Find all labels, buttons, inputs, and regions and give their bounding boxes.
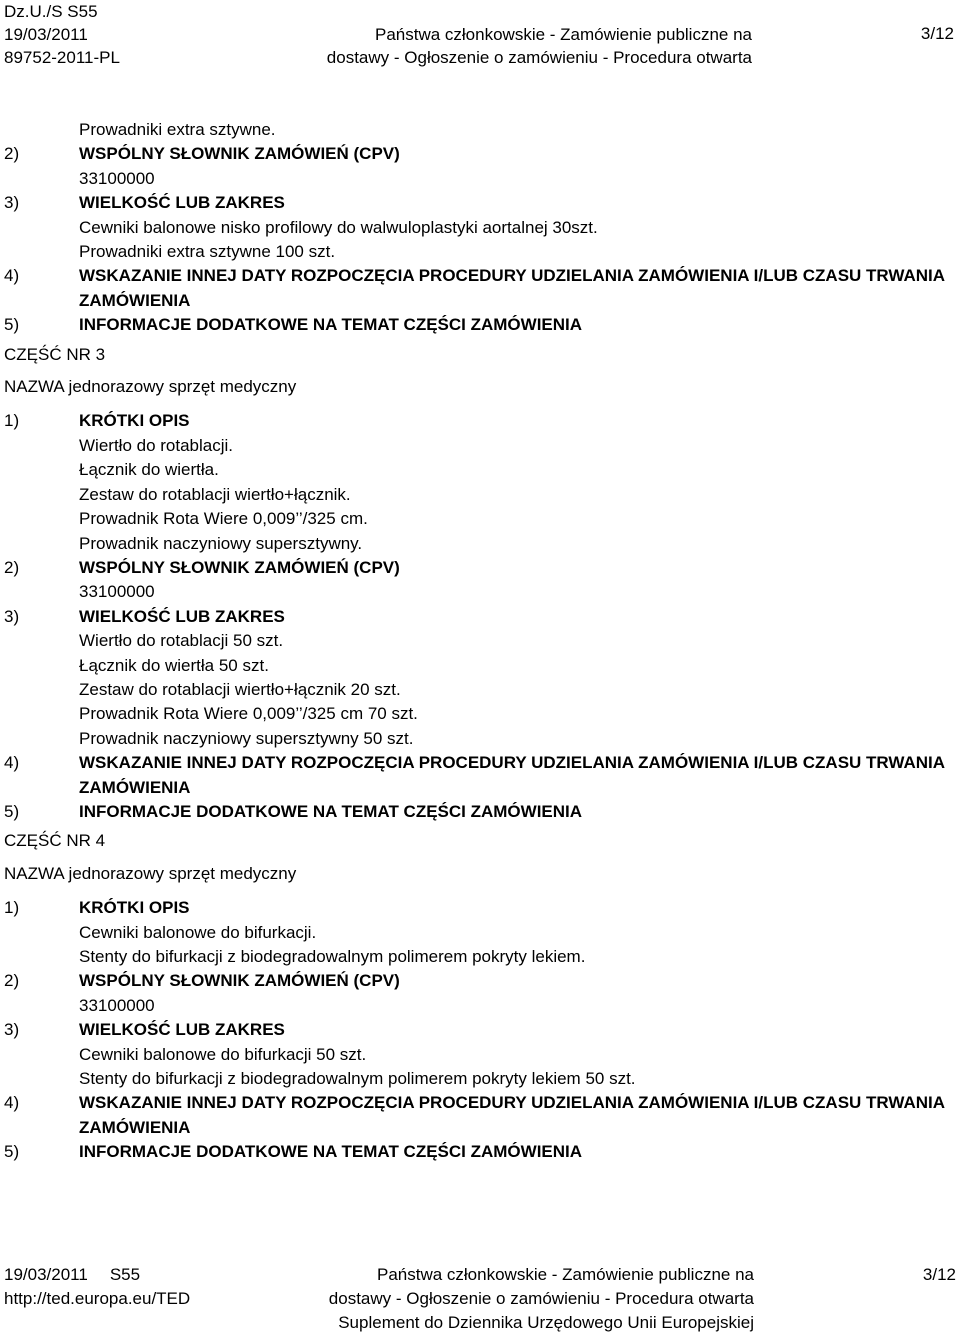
b1-scope-line: Cewniki balonowe nisko profilowy do walwuloplastyki aortalnej 30szt. (79, 217, 598, 237)
section-title-text: WIELKOŚĆ LUB ZAKRES (79, 606, 285, 626)
p4-cpv-code: 33100000 (79, 995, 155, 1015)
b1-scope-line: Prowadniki extra sztywne 100 szt. (79, 242, 336, 262)
section-number: 5) (4, 315, 20, 335)
part-4-heading: CZĘŚĆ NR 4 (4, 831, 106, 851)
intro-line: Prowadniki extra sztywne. (79, 120, 276, 139)
p4-description-line: Stenty do bifurkacji z biodegradowalnym polimerem pokryty lekiem. (79, 947, 586, 966)
p3-scope-section-title (4, 605, 954, 629)
section-number: 2) (4, 144, 20, 164)
header-date: 19/03/2011 (4, 25, 88, 44)
section-number: 2) (4, 971, 20, 991)
section-title-text: WSPÓLNY SŁOWNIK ZAMÓWIEŃ (CPV) (79, 971, 400, 991)
footer-series: S55 (109, 1265, 141, 1284)
p4-scope-line: Cewniki balonowe do bifurkacji 50 szt. (79, 1044, 367, 1064)
header-title-line1: Państwa członkowskie - Zamówienie publiczne na (374, 25, 752, 44)
p3-description-line: Prowadnik Rota Wiere 0,009’’/325 cm. (79, 509, 368, 529)
part-4-name: NAZWA jednorazowy sprzęt medyczny (4, 863, 297, 883)
section-title-text: INFORMACJE DODATKOWE NA TEMAT CZĘŚCI ZAMÓWIENIA (79, 315, 583, 335)
p3-scope-line: Wiertło do rotablacji 50 szt. (79, 631, 284, 651)
p4-scope-section-title (4, 1018, 954, 1042)
p3-scope-line: Łącznik do wiertła 50 szt. (79, 655, 269, 675)
footer-date: 19/03/2011 (4, 1265, 88, 1284)
header-title-line2: dostawy - Ogłoszenie o zamówieniu - Procedura otwarta (326, 48, 752, 67)
b1-cpv-section-title (4, 142, 954, 166)
document-body (4, 118, 954, 1165)
section-title-text: KRÓTKI OPIS (79, 411, 190, 431)
footer-title-line3: Suplement do Dziennika Urzędowego Unii Europejskiej (338, 1313, 754, 1332)
section-number: 2) (4, 557, 20, 577)
p3-scope-line: Prowadnik Rota Wiere 0,009’’/325 cm 70 szt. (79, 704, 418, 724)
section-number: 3) (4, 1020, 20, 1040)
footer-title-line2: dostawy - Ogłoszenie o zamówieniu - Procedura otwarta (328, 1289, 754, 1308)
p3-cpv-section-title (4, 556, 954, 580)
p3-description-section-title (4, 409, 954, 433)
p3-description-line: Łącznik do wiertła. (79, 460, 219, 480)
p4-cpv-section-title (4, 969, 954, 993)
section-title-text: WSKAZANIE INNEJ DATY ROZPOCZĘCIA PROCEDURY UDZIELANIA ZAMÓWIENIA I/LUB CZASU TRWANIA ZAMÓWIENIA (79, 1093, 945, 1137)
p3-scope-line: Zestaw do rotablacji wiertło+łącznik 20 szt. (79, 679, 401, 699)
footer-left (4, 1263, 190, 1311)
section-title-text: WSKAZANIE INNEJ DATY ROZPOCZĘCIA PROCEDURY UDZIELANIA ZAMÓWIENIA I/LUB CZASU TRWANIA ZAMÓWIENIA (79, 266, 945, 310)
notice-id: 89752-2011-PL (4, 48, 120, 67)
section-title-text: WIELKOŚĆ LUB ZAKRES (79, 193, 285, 213)
footer-page-number: 3/12 (922, 1265, 956, 1284)
b1-cpv-code: 33100000 (79, 168, 155, 188)
section-number: 4) (4, 266, 20, 286)
section-title-text: WSPÓLNY SŁOWNIK ZAMÓWIEŃ (CPV) (79, 144, 400, 164)
p4-date-section-title (4, 1091, 954, 1140)
section-title-text: INFORMACJE DODATKOWE NA TEMAT CZĘŚCI ZAMÓWIENIA (79, 1142, 583, 1162)
footer-title (284, 1263, 754, 1335)
p4-description-section-title (4, 896, 954, 920)
header-left (4, 0, 120, 69)
p3-cpv-code: 33100000 (79, 582, 155, 602)
section-number: 3) (4, 606, 20, 626)
section-number: 1) (4, 898, 20, 918)
section-number: 4) (4, 1093, 20, 1113)
part-3-heading: CZĘŚĆ NR 3 (4, 344, 106, 364)
p3-info-section-title (4, 800, 954, 824)
footer-title-line1: Państwa członkowskie - Zamówienie publiczne na (376, 1265, 754, 1284)
p3-description-line: Zestaw do rotablacji wiertło+łącznik. (79, 484, 351, 504)
p3-description-line: Prowadnik naczyniowy supersztywny. (79, 533, 363, 553)
header-page-number: 3/12 (920, 24, 954, 43)
section-number: 1) (4, 411, 20, 431)
header-title (282, 23, 752, 69)
p3-description-line: Wiertło do rotablacji. (79, 435, 234, 455)
section-number: 5) (4, 801, 20, 821)
part-3-name: NAZWA jednorazowy sprzęt medyczny (4, 377, 297, 397)
section-title-text: WIELKOŚĆ LUB ZAKRES (79, 1020, 285, 1040)
p3-date-section-title (4, 751, 954, 800)
doc-ref: Dz.U./S S55 (4, 2, 98, 21)
section-number: 3) (4, 193, 20, 213)
section-title-text: WSKAZANIE INNEJ DATY ROZPOCZĘCIA PROCEDURY UDZIELANIA ZAMÓWIENIA I/LUB CZASU TRWANIA ZAMÓWIENIA (79, 753, 945, 797)
b1-info-section-title (4, 313, 954, 337)
section-number: 5) (4, 1142, 20, 1162)
section-title-text: KRÓTKI OPIS (79, 898, 190, 918)
p4-scope-line: Stenty do bifurkacji z biodegradowalnym polimerem pokryty lekiem 50 szt. (79, 1069, 636, 1089)
section-title-text: INFORMACJE DODATKOWE NA TEMAT CZĘŚCI ZAMÓWIENIA (79, 801, 583, 821)
section-title-text: WSPÓLNY SŁOWNIK ZAMÓWIEŃ (CPV) (79, 557, 400, 577)
section-number: 4) (4, 753, 20, 773)
p3-scope-line: Prowadnik naczyniowy supersztywny 50 szt. (79, 728, 414, 748)
footer-url[interactable]: http://ted.europa.eu/TED (4, 1289, 191, 1308)
b1-date-section-title (4, 264, 954, 313)
p4-description-line: Cewniki balonowe do bifurkacji. (79, 922, 317, 942)
p4-info-section-title (4, 1140, 954, 1164)
b1-scope-section-title (4, 191, 954, 215)
